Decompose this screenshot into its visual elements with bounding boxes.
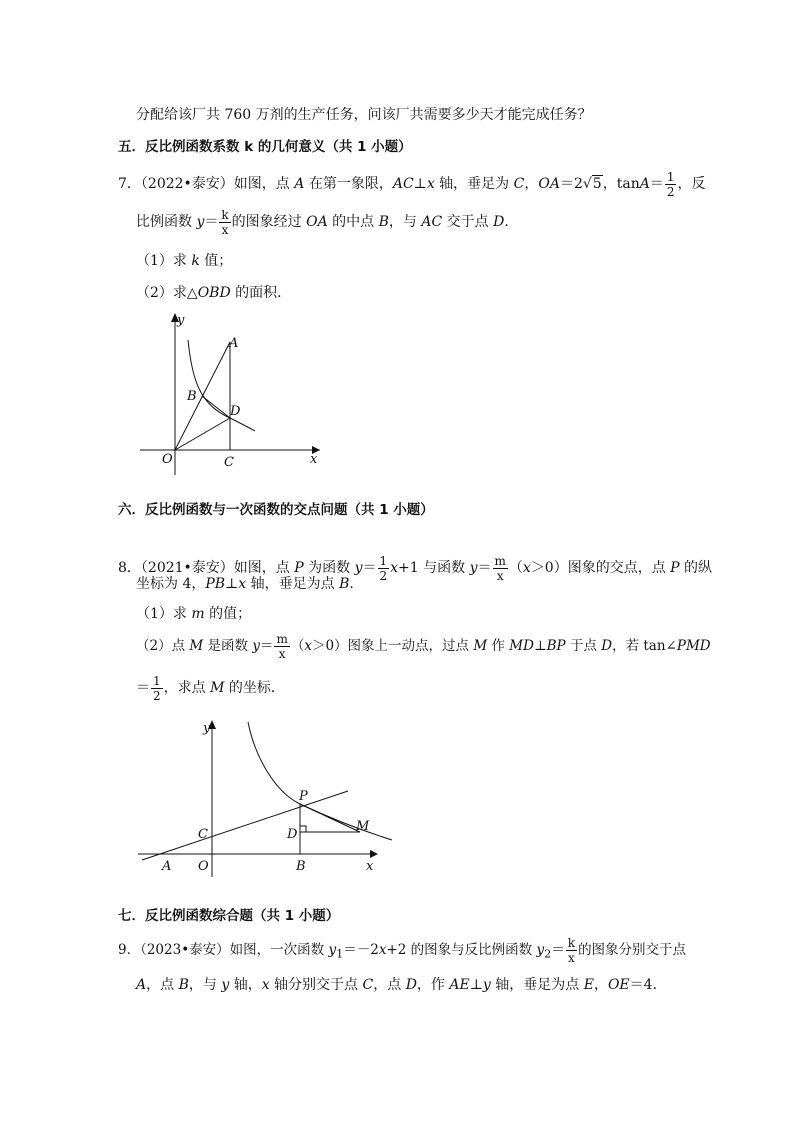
q7-sub2o: OBD <box>197 285 231 301</box>
q7-B: B <box>378 214 389 230</box>
q8-fraction-half2 <box>151 675 163 702</box>
q7-fraction-half <box>665 171 677 198</box>
q7-fraction-kx <box>219 209 230 236</box>
q8-x2: x <box>522 560 531 576</box>
q8-eq2: ＝ <box>477 560 492 576</box>
q8-t5: 的纵 <box>679 560 713 576</box>
q7-line1 <box>118 168 705 200</box>
q9-t1: ＝－2 <box>343 942 379 958</box>
q8-label-B: B <box>296 859 306 874</box>
q7-t5: ＝2 <box>559 176 583 192</box>
q8-label-O: O <box>198 859 209 874</box>
q8-sub2c: （ <box>290 638 305 654</box>
q9-l2b: ，点 <box>146 977 179 993</box>
q8-sub2a: （2）点 <box>136 638 190 654</box>
q7-eq: ＝ <box>204 214 219 230</box>
q9-AE: AE <box>449 977 470 993</box>
q7-t4: ， <box>524 176 539 192</box>
q7-label-A: A <box>229 336 239 351</box>
q9-prefix: 9．（2023•泰安）如图，一次函数 <box>118 942 329 958</box>
q7-x: x <box>426 176 435 192</box>
q7-A: A <box>294 176 305 192</box>
q8-M3: M <box>210 680 225 696</box>
q8-x-arrow-icon <box>370 850 378 858</box>
q9-l2i: 轴，垂足为点 <box>490 977 584 993</box>
q9-l2c: ，与 <box>188 977 222 993</box>
q8-label-A: A <box>162 859 172 874</box>
q7-label-B: B <box>187 389 197 404</box>
q7-line2 <box>136 206 509 238</box>
q8-line-y1 <box>142 791 348 860</box>
q8-sub2d: ＞0）图象上一动点，过点 <box>311 638 474 654</box>
q7-sub1b: 值； <box>199 253 233 269</box>
q8-PB: PB <box>205 576 226 592</box>
q7-l2c: 的中点 <box>327 214 379 230</box>
q8-B: B <box>339 576 350 592</box>
q8-sub2f: ⊥ <box>533 638 547 654</box>
q8-f3d: 2 <box>153 688 161 703</box>
q7-AC2: AC <box>421 214 443 230</box>
q7-frac-num: 1 <box>666 169 675 184</box>
q8-l2a: 坐标为 4， <box>136 576 206 592</box>
q9-B: B <box>178 977 189 993</box>
q7-OA2: OA <box>306 214 328 230</box>
q8-PMD: PMD <box>676 638 711 654</box>
q9-l2j: ， <box>593 977 608 993</box>
q9-l2h: ⊥ <box>469 977 483 993</box>
q8-sub1 <box>136 603 251 623</box>
q8-label-D: D <box>287 827 298 842</box>
q8-y3: y <box>252 638 260 654</box>
q8-t1: 为函数 <box>303 560 355 576</box>
q7-t3: 轴，垂足为 <box>434 176 514 192</box>
q8-segment-PM <box>300 804 360 832</box>
q9-eq: ＝ <box>551 942 565 958</box>
q8-t2: +1 与函数 <box>398 560 470 576</box>
q9-E: E <box>583 977 594 993</box>
q9-t3: 的图象分别交于点 <box>578 942 687 958</box>
q9-fk: k <box>567 936 576 950</box>
q7-frac-den: 2 <box>666 184 675 199</box>
q8-eq: ＝ <box>362 560 377 576</box>
q9-D: D <box>405 977 417 993</box>
q8-sub2h: ，若 tan∠ <box>612 638 677 654</box>
q7-t6: ，tan <box>602 176 640 192</box>
q8-sub2b: 是函数 <box>203 638 253 654</box>
q7-fx: x <box>221 222 229 237</box>
q7-t1: 在第一象限， <box>304 176 393 192</box>
q7-label-C: C <box>224 455 234 470</box>
q9-fraction-kx <box>566 937 577 964</box>
q8-hyperbola <box>248 722 392 840</box>
q8-l5b: ，求点 <box>163 680 211 696</box>
q7-A2: A <box>639 176 650 192</box>
q7-t7: ＝ <box>649 176 664 192</box>
q9-xx: x <box>261 977 270 993</box>
q8-m: m <box>191 606 205 622</box>
q8-x4: x <box>304 638 312 654</box>
q8-line5 <box>136 672 285 704</box>
intro-line: 分配给该厂共 760 万剂的生产任务，问该厂共需要多少天才能完成任务？ <box>136 107 592 123</box>
q7-AC: AC <box>392 176 414 192</box>
q7-l2d: ，与 <box>388 214 422 230</box>
q8-fx2: x <box>278 647 286 661</box>
q9-OE: OE <box>607 977 630 993</box>
q7-prefix: 7．（2022•泰安）如图，点 <box>118 176 295 192</box>
q8-P: P <box>294 560 304 576</box>
q8-sub1a: （1）求 <box>136 606 192 622</box>
q9-l2e: 轴分别交于点 <box>269 977 363 993</box>
q8-M2: M <box>473 638 488 654</box>
q7-C: C <box>513 176 525 192</box>
q9-fx: x <box>568 951 575 965</box>
q8-label-P: P <box>299 789 308 804</box>
q8-figure <box>130 712 400 882</box>
q7-sub2b: 的面积． <box>230 285 292 301</box>
q9-l2f: ，点 <box>373 977 406 993</box>
q8-P2: P <box>670 560 680 576</box>
q7-sub2 <box>136 282 291 302</box>
q8-fraction-mx2 <box>274 633 289 660</box>
q8-l2c: 轴，垂足为点 <box>246 576 340 592</box>
q9-l2d: 轴， <box>229 977 262 993</box>
q9-C: C <box>362 977 374 993</box>
section-title-6: 六．反比例函数与一次函数的交点问题（共 1 小题） <box>118 502 434 518</box>
q9-l2k: ＝4． <box>629 977 667 993</box>
q8-prefix: 8．（2021•泰安）如图，点 <box>118 560 295 576</box>
q8-label-M: M <box>356 819 370 834</box>
q9-line2 <box>136 974 667 994</box>
q7-figure <box>130 305 330 480</box>
q7-label-y: y <box>177 313 185 328</box>
section-title-5: 五．反比例函数系数 k 的几何意义（共 1 小题） <box>118 139 412 155</box>
q9-line1 <box>118 934 686 971</box>
q8-sub2 <box>136 630 711 662</box>
q7-l2e: 交于点 <box>442 214 494 230</box>
q8-label-y: y <box>203 721 211 736</box>
q7-D: D <box>493 214 505 230</box>
q8-f1n: 1 <box>379 553 388 568</box>
q8-xx: x <box>390 560 399 576</box>
q7-fk: k <box>221 207 229 222</box>
q7-t8: ，反 <box>677 176 706 192</box>
q8-fm: m <box>494 553 506 568</box>
q8-right-angle-icon <box>300 826 306 832</box>
q7-l2a: 比例函数 <box>136 214 197 230</box>
q8-sub2g: 于点 <box>565 638 602 654</box>
section-title-7: 七．反比例函数综合题（共 1 小题） <box>118 908 340 924</box>
q9-y1: y <box>328 942 337 958</box>
q7-label-O: O <box>162 452 173 467</box>
sqrt-icon: √ <box>582 176 592 192</box>
q8-x3: x <box>238 576 247 592</box>
q8-BP: BP <box>546 638 566 654</box>
q9-l2g: ，作 <box>416 977 450 993</box>
q8-l5a: ＝ <box>136 680 150 696</box>
q7-label-x: x <box>310 452 318 467</box>
q8-l2d: . <box>349 576 354 592</box>
q8-label-x: x <box>366 859 374 874</box>
q7-segment-BD <box>202 396 230 418</box>
q8-y2: y <box>469 560 478 576</box>
q7-l2f: . <box>504 214 509 230</box>
q7-OA: OA <box>538 176 560 192</box>
q8-line2 <box>136 573 354 593</box>
q8-fraction-mx <box>493 555 508 582</box>
q7-rad: 5 <box>592 176 602 192</box>
q8-fx: x <box>496 568 504 583</box>
q9-t2: +2 的图象与反比例函数 <box>386 942 537 958</box>
q9-l2a: A <box>136 977 147 993</box>
q9-y3: y <box>482 977 491 993</box>
q9-s2: 2 <box>544 947 552 961</box>
q8-f1d: 2 <box>379 568 388 583</box>
q8-y: y <box>354 560 363 576</box>
q8-M: M <box>189 638 204 654</box>
q9-y2: y <box>536 942 545 958</box>
q8-t4: ＞0）图象的交点，点 <box>530 560 671 576</box>
q8-fm2: m <box>276 632 288 646</box>
q8-l2b: ⊥ <box>225 576 239 592</box>
q7-sub1a: （1）求 <box>136 253 192 269</box>
q8-sub2e: 作 <box>487 638 510 654</box>
q8-l5c: 的坐标． <box>224 680 285 696</box>
q8-eq3: ＝ <box>259 638 274 654</box>
q9-x: x <box>378 942 387 958</box>
q8-t3: （ <box>508 560 523 576</box>
q9-s1: 1 <box>336 947 344 961</box>
q7-sub2a: （2）求△ <box>136 285 198 301</box>
q8-sub1b: 的值； <box>204 606 252 622</box>
q8-fraction-half <box>378 555 390 582</box>
q7-sub1k: k <box>191 253 200 269</box>
q8-D: D <box>601 638 613 654</box>
q7-l2b: 的图象经过 <box>231 214 307 230</box>
q9-yy: y <box>221 977 230 993</box>
q7-t2: ⊥ <box>413 176 427 192</box>
q8-label-C: C <box>198 827 208 842</box>
q7-y: y <box>196 214 205 230</box>
q8-MD: MD <box>509 638 534 654</box>
q8-f3n: 1 <box>153 673 161 688</box>
q7-sub1 <box>136 250 232 270</box>
q7-hyperbola <box>188 340 255 431</box>
q7-label-D: D <box>230 404 241 419</box>
